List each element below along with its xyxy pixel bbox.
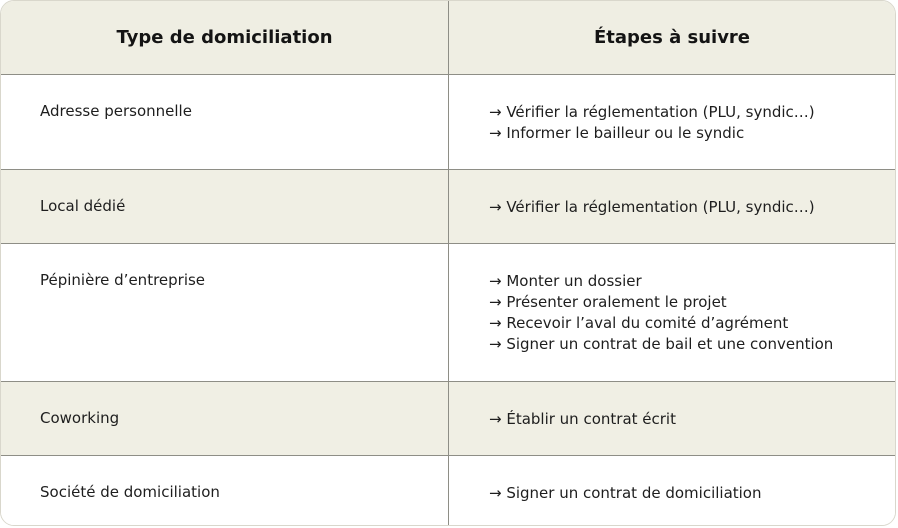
row-type-cell: Pépinière d’entreprise [1, 244, 449, 381]
step-item: → Signer un contrat de bail et une convention [489, 335, 834, 353]
steps-list [489, 102, 895, 144]
step-item: → Présenter oralement le projet [489, 293, 727, 311]
table-row [1, 456, 895, 526]
steps-list [489, 197, 895, 218]
table-row [1, 244, 895, 382]
row-steps-cell [449, 75, 895, 169]
table-row [1, 75, 895, 170]
row-steps-cell [449, 382, 895, 455]
row-type-cell: Adresse personnelle [1, 75, 449, 169]
steps-list [489, 483, 895, 504]
row-steps-cell [449, 456, 895, 526]
table-row [1, 170, 895, 244]
row-type-cell: Coworking [1, 382, 449, 455]
row-type-cell: Société de domiciliation [1, 456, 449, 526]
step-item: → Informer le bailleur ou le syndic [489, 124, 745, 142]
step-item: → Recevoir l’aval du comité d’agrément [489, 314, 789, 332]
table-header-row [1, 1, 895, 75]
step-item: → Vérifier la réglementation (PLU, syndic…) [489, 103, 815, 121]
row-steps-cell [449, 244, 895, 381]
header-steps: Étapes à suivre [593, 27, 751, 48]
row-type-cell: Local dédié [1, 170, 449, 243]
steps-list [489, 271, 895, 355]
header-type: Type de domiciliation [1, 1, 449, 74]
step-item: → Vérifier la réglementation (PLU, syndic…) [489, 198, 815, 216]
steps-list [489, 409, 895, 430]
step-item: → Monter un dossier [489, 272, 642, 290]
table-row [1, 382, 895, 456]
step-item: → Établir un contrat écrit [489, 410, 676, 428]
step-item: → Signer un contrat de domiciliation [489, 484, 762, 502]
row-steps-cell [449, 170, 895, 243]
